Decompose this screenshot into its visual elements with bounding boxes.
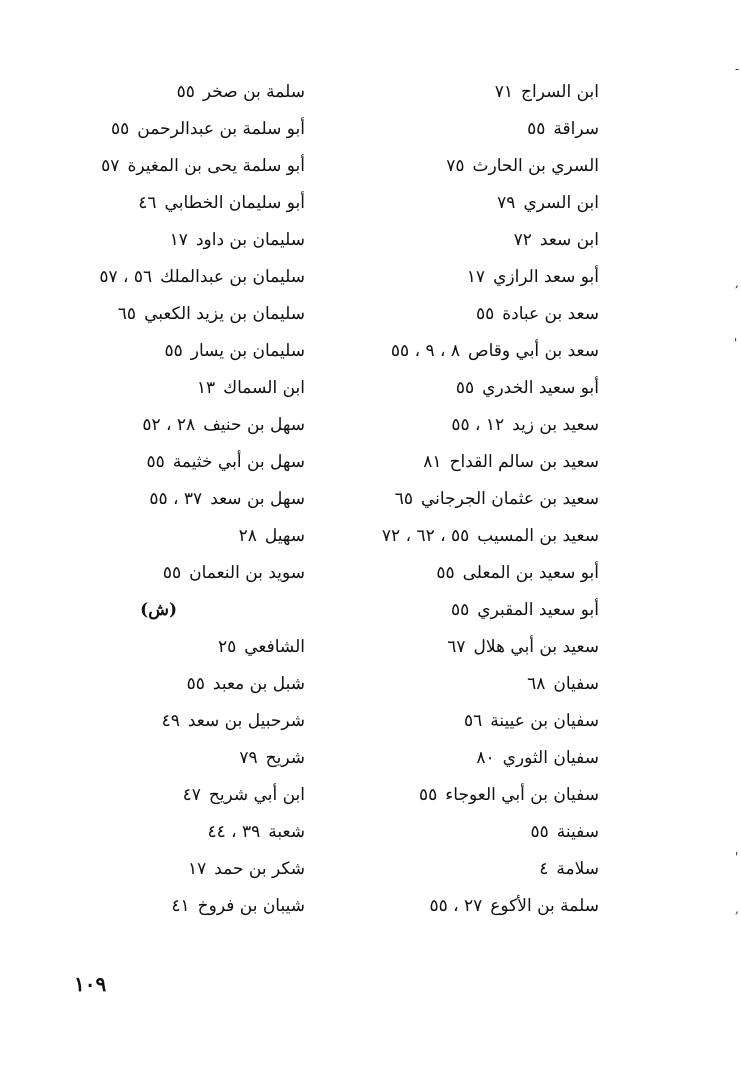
entry-page-numbers: ٥٥ [451,600,470,620]
entry-page-numbers: ٥٥ [436,563,455,583]
entry-name: ابن سعد [539,230,599,250]
entry-name: سليمان بن يسار [190,341,305,361]
entry-name: سويد بن النعمان [189,563,305,583]
index-entry [35,407,305,444]
entry-name: سليمان بن عبدالملك [160,267,305,287]
entry-page-numbers: ٥٥ [475,304,495,324]
entry-name: أبو سعد الرازي [493,267,599,287]
entry-name: سعيد بن أبي هلال [473,637,599,657]
index-entry [329,777,599,814]
entry-page-numbers: ٥٧ [101,156,120,176]
entry-name: ابن أبي شريح [208,785,305,805]
entry-page-numbers: ٥٥ ، ٦٢ ، ٧٢ [381,526,470,546]
entry-name: سعيد بن سالم القداح [449,452,599,472]
entry-name: ابن السراج [521,82,599,102]
entry-page-numbers: ٧٩ [497,193,516,213]
index-entry [329,222,599,259]
index-entry [35,851,305,888]
index-entry [329,370,599,407]
entry-page-numbers: ٥٥ [111,119,130,139]
entry-name: أبو سعيد الخدري [482,378,599,398]
entry-name: السري بن الحارث [472,156,599,176]
entry-page-numbers: ٦٥ [394,489,413,509]
entry-name: أبو سعيد المقبري [477,600,599,620]
entry-page-numbers: ٦٨ [527,674,546,694]
index-column-right [329,74,599,925]
index-entry [35,370,305,407]
entry-page-numbers: ٥٥ [419,785,438,805]
entry-name: ابن السري [523,193,599,213]
index-entry [35,703,305,740]
index-entry [329,592,599,629]
entry-page-numbers: ٥٥ [455,378,475,398]
index-entry [329,333,599,370]
index-entry [329,148,599,185]
entry-name: سعيد بن المسيب [477,526,599,546]
entry-name: سراقة [553,119,599,139]
entry-page-numbers: ١٧ [187,859,207,879]
entry-page-numbers: ١٧ [169,230,188,250]
entry-page-numbers: ٥٥ [162,563,182,583]
entry-name: سهل بن حنيف [203,415,305,435]
entry-page-numbers: ٦٥ [117,304,137,324]
index-entry [329,666,599,703]
entry-name: سعيد بن زيد [512,415,599,435]
index-entry [329,518,599,555]
section-heading-shin: (ش) [140,600,177,620]
index-entry [35,74,305,111]
entry-page-numbers: ٥٥ [176,82,195,102]
index-entry [329,814,599,851]
entry-name: سفيان بن أبي العوجاء [445,785,599,805]
entry-name: سليمان بن داود [195,230,305,250]
entry-name: سهيل [264,526,305,546]
entry-name: سلامة [556,859,599,879]
index-entry [329,444,599,481]
entry-page-numbers: ١٣ [196,378,216,398]
index-entry [35,740,305,777]
index-column-left [35,74,305,925]
index-entry [329,259,599,296]
margin-mark: , [735,276,739,290]
entry-page-numbers: ٤ [539,859,549,879]
margin-mark: ' [734,336,738,350]
index-entry [35,222,305,259]
entry-name: سعد بن أبي وقاص [468,341,599,361]
entry-page-numbers: ٢٧ ، ٥٥ [429,896,483,916]
index-entry [35,333,305,370]
entry-page-numbers: ٨ ، ٩ ، ٥٥ [390,341,461,361]
entry-name: سلمة بن الأكوع [490,896,599,916]
entry-name: شبل بن معبد [212,674,305,694]
index-entry [35,148,305,185]
entry-name: شكر بن حمد [214,859,305,879]
margin-mark: , [735,902,739,916]
entry-page-numbers: ٦٧ [447,637,466,657]
index-entry [35,296,305,333]
entry-page-numbers: ٥٥ [527,119,546,139]
index-entry [329,74,599,111]
index-entry [329,703,599,740]
entry-page-numbers: ٢٨ [238,526,257,546]
entry-name: سهل بن أبي خثيمة [172,452,305,472]
index-entry [329,888,599,925]
entry-page-numbers: ٧٩ [239,748,258,768]
entry-name: أبو سليمان الخطابي [164,193,305,213]
margin-mark: - [735,62,740,76]
index-entry [35,111,305,148]
entry-page-numbers: ٢٥ [217,637,237,657]
entry-name: شرحبيل بن سعد [187,711,305,731]
entry-page-numbers: ١٧ [466,267,486,287]
index-entry [35,555,305,592]
index-entry [329,629,599,666]
entry-name: سفينة [556,822,599,842]
entry-page-numbers: ٧١ [494,82,514,102]
entry-page-numbers: ٥٥ [186,674,205,694]
entry-name: سليمان بن يزيد الكعبي [144,304,305,324]
entry-name: الشافعي [244,637,305,657]
index-entry [329,481,599,518]
entry-page-numbers: ٨١ [423,452,442,472]
entry-page-numbers: ٥٥ [164,341,183,361]
index-entry [35,481,305,518]
index-entry [329,111,599,148]
entry-page-numbers: ٤٩ [161,711,180,731]
entry-name: شيبان بن فروخ [197,896,305,916]
entry-name: شريح [265,748,305,768]
entry-name: سفيان الثوري [502,748,599,768]
entry-page-numbers: ٤٧ [182,785,201,805]
entry-name: أبو سعيد بن المعلى [462,563,599,583]
entry-page-numbers: ٤١ [171,896,190,916]
index-entry [329,185,599,222]
entry-name: سلمة بن صخر [202,82,305,102]
entry-page-numbers: ٧٢ [513,230,532,250]
entry-page-numbers: ٣٧ ، ٥٥ [149,489,203,509]
entry-name: أبو سلمة بن عبدالرحمن [137,119,305,139]
index-entry [35,185,305,222]
index-entry [35,666,305,703]
page-number: ١٠٩ [74,972,107,996]
margin-mark: ' [735,850,739,864]
index-entry [329,740,599,777]
entry-name: سهل بن سعد [210,489,305,509]
index-entry [35,888,305,925]
entry-page-numbers: ٢٨ ، ٥٢ [142,415,196,435]
entry-name: سعد بن عبادة [502,304,599,324]
index-entry [35,814,305,851]
index-entry [35,444,305,481]
entry-name: سفيان [553,674,599,694]
index-entry [35,777,305,814]
entry-page-numbers: ٤٦ [138,193,157,213]
entry-name: سعيد بن عثمان الجرجاني [421,489,599,509]
index-entry [329,296,599,333]
entry-page-numbers: ١٢ ، ٥٥ [451,415,505,435]
entry-page-numbers: ٥٦ [463,711,483,731]
index-entry [329,407,599,444]
entry-name: سفيان بن عيينة [490,711,599,731]
entry-name: شعبة [268,822,305,842]
entry-page-numbers: ٧٥ [446,156,465,176]
entry-page-numbers: ٥٥ [146,452,165,472]
entry-page-numbers: ٥٥ [530,822,549,842]
index-entry [329,851,599,888]
entry-name: ابن السماك [223,378,305,398]
entry-page-numbers: ٨٠ [476,748,495,768]
entry-page-numbers: ٣٩ ، ٤٤ [207,822,261,842]
index-entry [35,629,305,666]
index-entry [35,259,305,296]
entry-page-numbers: ٥٦ ، ٥٧ [99,267,153,287]
index-entry [329,555,599,592]
entry-name: أبو سلمة يحى بن المغيرة [127,156,305,176]
index-entry [35,518,305,555]
